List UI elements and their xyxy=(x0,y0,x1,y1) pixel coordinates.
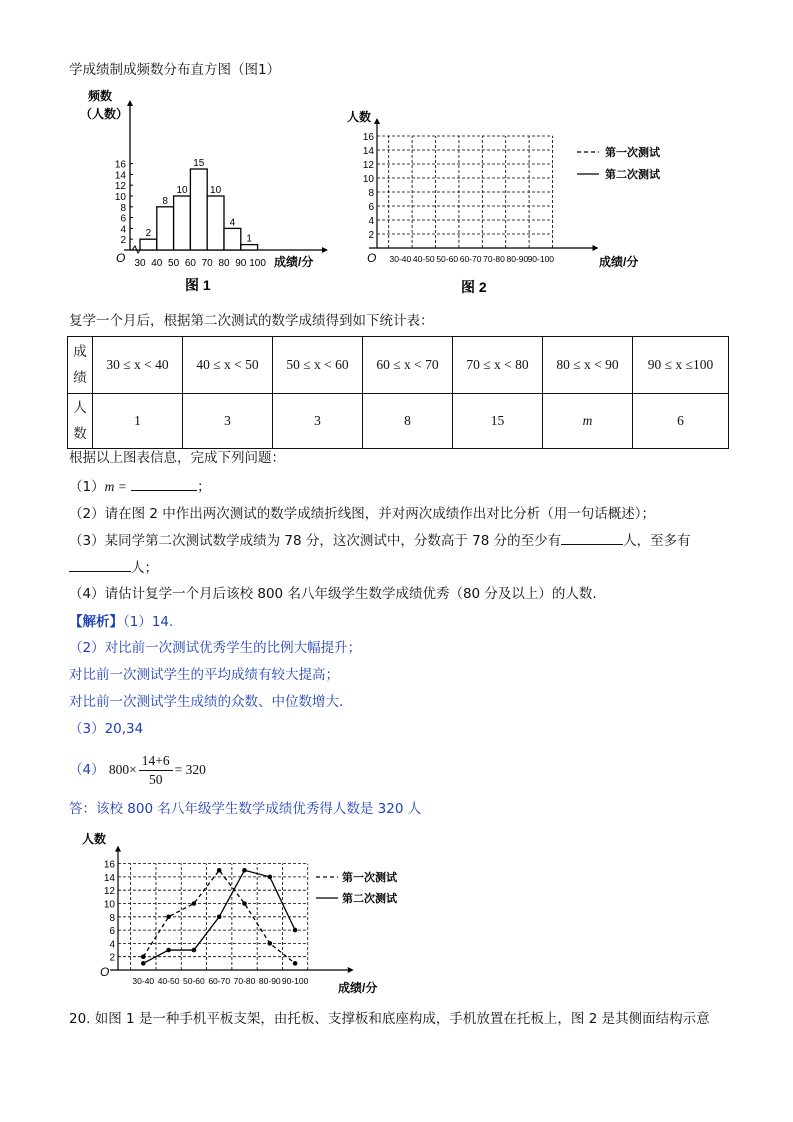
table-row-counts xyxy=(68,394,729,449)
x-tick-label: 50-60 xyxy=(183,976,205,986)
x-tick-label: 70-80 xyxy=(233,976,256,986)
table-cell-count: 6 xyxy=(633,394,729,449)
fig1-ylabel-2: （人数） xyxy=(80,107,129,121)
y-tick-label: 2 xyxy=(368,230,374,241)
intro-text: 学成绩制成频数分布直方图（图1） xyxy=(69,62,281,78)
fig3-ylabel: 人数 xyxy=(82,832,107,846)
histogram-bar xyxy=(207,196,224,250)
y-tick-label: 8 xyxy=(368,188,374,199)
bar-value-label: 8 xyxy=(162,195,168,207)
fig1-caption: 图 1 xyxy=(185,277,211,293)
y-tick-label: 16 xyxy=(362,132,374,143)
x-tick-label: 30-40 xyxy=(132,976,155,986)
answer-blank xyxy=(131,476,197,491)
data-point xyxy=(293,928,298,933)
bar-value-label: 2 xyxy=(145,228,152,240)
fig2-xunit: 成绩/分 xyxy=(599,255,639,269)
data-point xyxy=(166,948,171,953)
fig2-origin: O xyxy=(367,251,377,265)
answer-blank xyxy=(561,530,623,545)
fraction: $\frac{14+6}{50}$ xyxy=(139,752,173,789)
histogram-bar xyxy=(140,239,157,250)
question-1: （1）m = ； xyxy=(69,476,211,497)
y-tick-label: 14 xyxy=(103,872,115,884)
histogram-bar xyxy=(190,169,207,250)
y-tick-label: 16 xyxy=(103,859,115,871)
x-axis-arrow xyxy=(322,247,328,253)
fig1-ylabel-1: 频数 xyxy=(88,89,113,103)
table-cell-range: 70 ≤ x < 80 xyxy=(453,337,543,394)
table-cell-range: 90 ≤ x ≤100 xyxy=(633,337,729,394)
answer-2c: 对比前一次测试学生成绩的众数、中位数增大. xyxy=(69,694,344,710)
data-point xyxy=(217,915,222,920)
data-point xyxy=(242,868,247,873)
y-tick-label: 12 xyxy=(114,181,126,193)
fig3-legend-1: 第一次测试 xyxy=(342,872,397,884)
y-axis-arrow xyxy=(127,100,133,106)
data-point xyxy=(268,875,273,880)
x-tick-label: 80-90 xyxy=(506,254,529,264)
table-head-score: 成 绩 xyxy=(68,337,93,394)
x-tick-label: 70-80 xyxy=(483,254,505,264)
fig1-origin: O xyxy=(116,251,126,265)
answer-1: 【解析】（1）14. xyxy=(69,614,174,630)
fig3-origin: O xyxy=(100,965,110,979)
x-tick-label: 90-100 xyxy=(527,254,555,264)
fig1-xunit: 成绩/分 xyxy=(274,255,314,269)
y-tick-label: 4 xyxy=(368,216,374,227)
x-tick-label: 50 xyxy=(168,258,180,269)
table-cell-range: 80 ≤ x < 90 xyxy=(543,337,633,394)
y-axis-arrow xyxy=(374,118,380,124)
answer-final: 答：该校 800 名八年级学生数学成绩优秀得人数是 320 人 xyxy=(69,801,422,817)
table-cell-count: 1 xyxy=(93,394,183,449)
x-tick-label: 90-100 xyxy=(281,976,309,986)
x-tick-label: 100 xyxy=(249,258,266,269)
question-4: （4）请估计复学一个月后该校 800 名八年级学生数学成绩优秀（80 分及以上）的人数. xyxy=(69,586,597,602)
x-tick-label: 30-40 xyxy=(389,254,412,264)
x-tick-label: 30 xyxy=(134,258,146,269)
y-tick-label: 12 xyxy=(362,160,374,171)
y-tick-label: 4 xyxy=(120,224,126,236)
histogram-bar xyxy=(174,196,191,250)
table-cell-count: 15 xyxy=(453,394,543,449)
bar-value-label: 15 xyxy=(193,158,205,169)
table-intro: 复学一个月后，根据第二次测试的数学成绩得到如下统计表： xyxy=(69,313,434,329)
y-tick-label: 8 xyxy=(120,202,126,214)
data-point xyxy=(166,915,171,920)
x-tick-label: 60-70 xyxy=(208,976,231,986)
y-tick-label: 2 xyxy=(109,952,115,964)
table-head-count: 人 数 xyxy=(68,394,93,449)
fig3-legend-2: 第二次测试 xyxy=(342,893,397,905)
question-3-cont: 人； xyxy=(69,557,158,578)
bar-value-label: 4 xyxy=(229,217,236,229)
x-tick-label: 80-90 xyxy=(258,976,281,986)
data-point xyxy=(242,901,247,906)
question-2: （2）请在图 2 中作出两次测试的数学成绩折线图，并对两次成绩作出对比分析（用一句话概述）； xyxy=(69,506,656,522)
answer-2a: （2）对比前一次测试优秀学生的比例大幅提升； xyxy=(69,640,362,656)
answer-2b: 对比前一次测试学生的平均成绩有较大提高； xyxy=(69,667,339,683)
table-cell-count: 3 xyxy=(183,394,273,449)
y-tick-label: 16 xyxy=(114,159,126,171)
fig3-xunit: 成绩/分 xyxy=(338,981,378,995)
table-row-ranges xyxy=(68,337,729,394)
question-20: 20. 如图 1 是一种手机平板支架，由托板、支撑板和底座构成，手机放置在托板上，图 2 是其侧面结构示意 xyxy=(69,1011,710,1027)
table-cell-count: m xyxy=(543,394,633,449)
histogram-bar xyxy=(157,207,174,250)
x-tick-label: 40 xyxy=(151,258,163,269)
y-tick-label: 14 xyxy=(362,146,374,157)
bar-value-label: 10 xyxy=(210,185,222,196)
x-tick-label: 40-50 xyxy=(157,976,180,986)
histogram-bar xyxy=(224,228,241,250)
x-tick-label: 80 xyxy=(218,258,230,269)
figure-3-line-chart xyxy=(80,826,430,998)
table-cell-range: 30 ≤ x < 40 xyxy=(93,337,183,394)
y-tick-label: 10 xyxy=(362,174,374,185)
fig2-caption: 图 2 xyxy=(461,279,487,295)
data-point xyxy=(268,941,273,946)
figure-1-histogram xyxy=(60,84,330,296)
data-point xyxy=(293,961,298,966)
y-tick-label: 10 xyxy=(103,899,115,911)
data-point xyxy=(192,901,197,906)
x-tick-label: 40-50 xyxy=(412,254,435,264)
question-3: （3）某同学第二次测试数学成绩为 78 分，这次测试中，分数高于 78 分的至少有 人，至多有 xyxy=(69,530,691,551)
fig2-ylabel: 人数 xyxy=(347,110,372,124)
y-axis-arrow xyxy=(115,846,121,852)
y-tick-label: 10 xyxy=(114,192,126,203)
table-cell-range: 50 ≤ x < 60 xyxy=(273,337,363,394)
data-point xyxy=(141,954,146,959)
y-tick-label: 6 xyxy=(368,202,374,213)
data-point xyxy=(141,961,146,966)
figure-2-grid xyxy=(335,104,685,298)
table-cell-count: 8 xyxy=(363,394,453,449)
data-point xyxy=(192,948,197,953)
questions-intro: 根据以上图表信息，完成下列问题： xyxy=(69,450,285,466)
y-tick-label: 6 xyxy=(109,926,115,938)
y-tick-label: 8 xyxy=(109,912,115,924)
bar-value-label: 10 xyxy=(176,185,188,196)
fig2-legend-2: 第二次测试 xyxy=(605,169,660,181)
table-cell-range: 60 ≤ x < 70 xyxy=(363,337,453,394)
answer-3: （3）20,34 xyxy=(69,721,144,737)
answer-4: （4） 800× $\frac{14+6}{50}$ = 320 xyxy=(69,752,206,787)
data-point xyxy=(217,868,222,873)
y-tick-label: 14 xyxy=(114,170,126,182)
y-tick-label: 2 xyxy=(120,235,126,247)
table-cell-range: 40 ≤ x < 50 xyxy=(183,337,273,394)
x-tick-label: 70 xyxy=(201,258,213,269)
answer-blank xyxy=(69,557,131,572)
x-tick-label: 60-70 xyxy=(459,254,482,264)
x-tick-label: 50-60 xyxy=(436,254,459,264)
x-tick-label: 90 xyxy=(235,258,247,269)
bar-value-label: 1 xyxy=(246,233,252,245)
x-axis-arrow xyxy=(593,245,599,251)
table-cell-count: 3 xyxy=(273,394,363,449)
score-table xyxy=(67,336,729,449)
x-axis-arrow xyxy=(348,967,354,973)
y-tick-label: 12 xyxy=(103,886,115,898)
fig2-legend-1: 第一次测试 xyxy=(605,147,660,159)
histogram-bar xyxy=(241,245,258,250)
y-tick-label: 6 xyxy=(120,213,126,225)
x-tick-label: 60 xyxy=(184,258,196,269)
y-tick-label: 4 xyxy=(109,939,115,951)
